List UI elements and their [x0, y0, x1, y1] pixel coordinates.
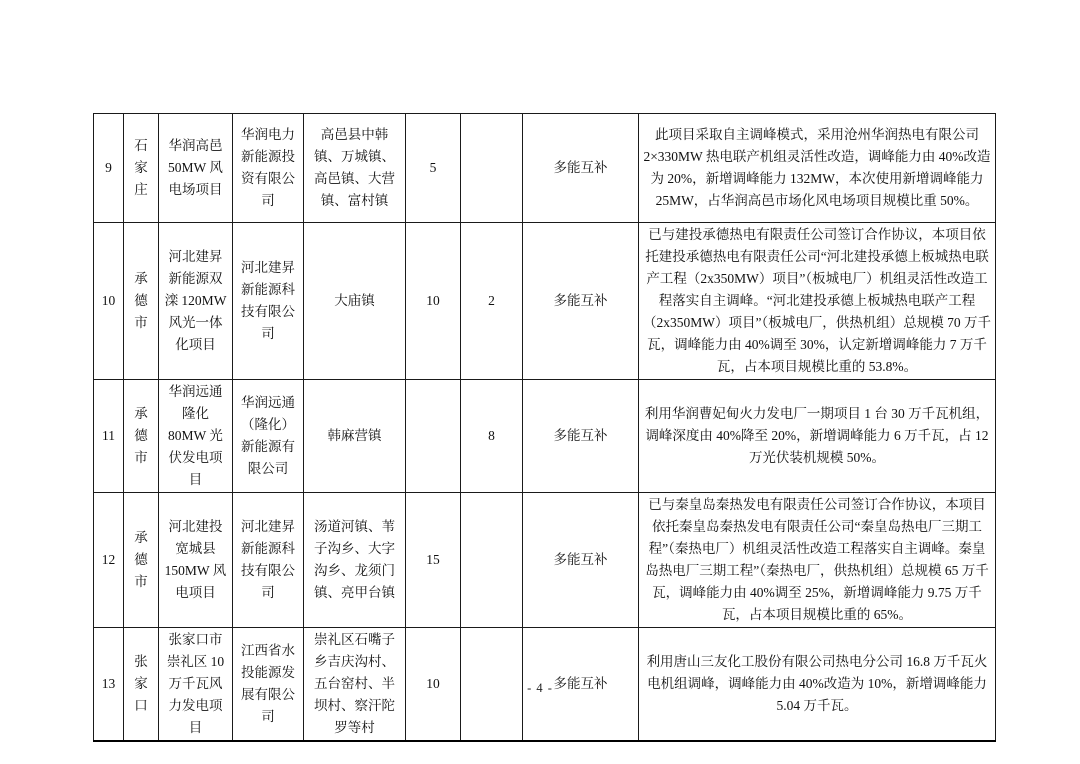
project-name-cell: 张家口市崇礼区 10 万千瓦风力发电项目 [159, 628, 233, 742]
townships-cell: 崇礼区石嘴子乡吉庆沟村、五台窑村、半坝村、察汗陀罗等村 [304, 628, 406, 742]
value1-cell: 10 [406, 628, 461, 742]
projects-table [93, 113, 996, 742]
value1-cell: 15 [406, 493, 461, 628]
project-name-cell: 华润高邑50MW 风电场项目 [159, 114, 233, 223]
description-cell: 利用唐山三友化工股份有限公司热电分公司 16.8 万千瓦火电机组调峰，调峰能力由 40%改造为 10%，新增调峰能力 5.04 万千瓦。 [639, 628, 996, 742]
project-name-cell: 华润远通隆化 80MW 光伏发电项目 [159, 380, 233, 493]
townships-cell: 汤道河镇、苇子沟乡、大字沟乡、龙须门镇、亮甲台镇 [304, 493, 406, 628]
project-name-cell: 河北建投宽城县 150MW 风电项目 [159, 493, 233, 628]
mode-cell: 多能互补 [523, 493, 639, 628]
row-number-cell: 10 [94, 223, 124, 380]
company-cell: 河北建昇新能源科技有限公司 [233, 223, 304, 380]
company-cell: 华润远通（隆化）新能源有限公司 [233, 380, 304, 493]
value2-cell [461, 493, 523, 628]
city-cell: 承德市 [124, 380, 159, 493]
description-cell: 利用华润曹妃甸火力发电厂一期项目 1 台 30 万千瓦机组，调峰深度由 40%降至 20%，新增调峰能力 6 万千瓦，占 12 万光伏装机规模 50%。 [639, 380, 996, 493]
description-cell: 已与建投承德热电有限责任公司签订合作协议，本项目依托建投承德热电有限责任公司“河北建投承德上板城热电联产工程（2x350MW）项目”（板城电厂）机组灵活性改造工程落实自主调峰。“河北建投承德上板城热电联产工程（2x350MW）项目”（板城电厂，供热机组）总规模 70 万千瓦，调峰能力由 40%调至 30%，认定新增调峰能力 7 万千瓦，占本项目规模比重的 53.8%。 [639, 223, 996, 380]
table-row [94, 493, 996, 628]
value2-cell: 8 [461, 380, 523, 493]
description-cell: 已与秦皇岛秦热发电有限责任公司签订合作协议，本项目依托秦皇岛秦热发电有限责任公司“秦皇岛热电厂三期工程”（秦热电厂）机组灵活性改造工程落实自主调峰。秦皇岛热电厂三期工程”（秦热电厂，供热机组）总规模 65 万千瓦，调峰能力由 40%调至 25%，新增调峰能力 9.75 万千瓦，占本项目规模比重的 65%。 [639, 493, 996, 628]
mode-cell: 多能互补 [523, 114, 639, 223]
company-cell: 河北建昇新能源科技有限公司 [233, 493, 304, 628]
value1-cell [406, 380, 461, 493]
value2-cell [461, 114, 523, 223]
company-cell: 江西省水投能源发展有限公司 [233, 628, 304, 742]
townships-cell: 大庙镇 [304, 223, 406, 380]
townships-cell: 高邑县中韩镇、万城镇、高邑镇、大营镇、富村镇 [304, 114, 406, 223]
table-row [94, 380, 996, 493]
row-number-cell: 11 [94, 380, 124, 493]
company-cell: 华润电力新能源投资有限公司 [233, 114, 304, 223]
value2-cell: 2 [461, 223, 523, 380]
townships-cell: 韩麻营镇 [304, 380, 406, 493]
value1-cell: 5 [406, 114, 461, 223]
mode-cell: 多能互补 [523, 628, 639, 742]
table-row [94, 223, 996, 380]
value1-cell: 10 [406, 223, 461, 380]
city-cell: 承德市 [124, 223, 159, 380]
table-row [94, 114, 996, 223]
city-cell: 承德市 [124, 493, 159, 628]
project-name-cell: 河北建昇新能源双滦 120MW 风光一体化项目 [159, 223, 233, 380]
mode-cell: 多能互补 [523, 223, 639, 380]
description-cell: 此项目采取自主调峰模式，采用沧州华润热电有限公司 2×330MW 热电联产机组灵活性改造，调峰能力由 40%改造为 20%，新增调峰能力 132MW，本次使用新增调峰能力 25MW，占华润高邑市场化风电场项目规模比重 50%。 [639, 114, 996, 223]
page-number: - 4 - [527, 681, 553, 695]
row-number-cell: 12 [94, 493, 124, 628]
city-cell: 石家庄 [124, 114, 159, 223]
mode-cell: 多能互补 [523, 380, 639, 493]
city-cell: 张家口 [124, 628, 159, 742]
row-number-cell: 13 [94, 628, 124, 742]
row-number-cell: 9 [94, 114, 124, 223]
